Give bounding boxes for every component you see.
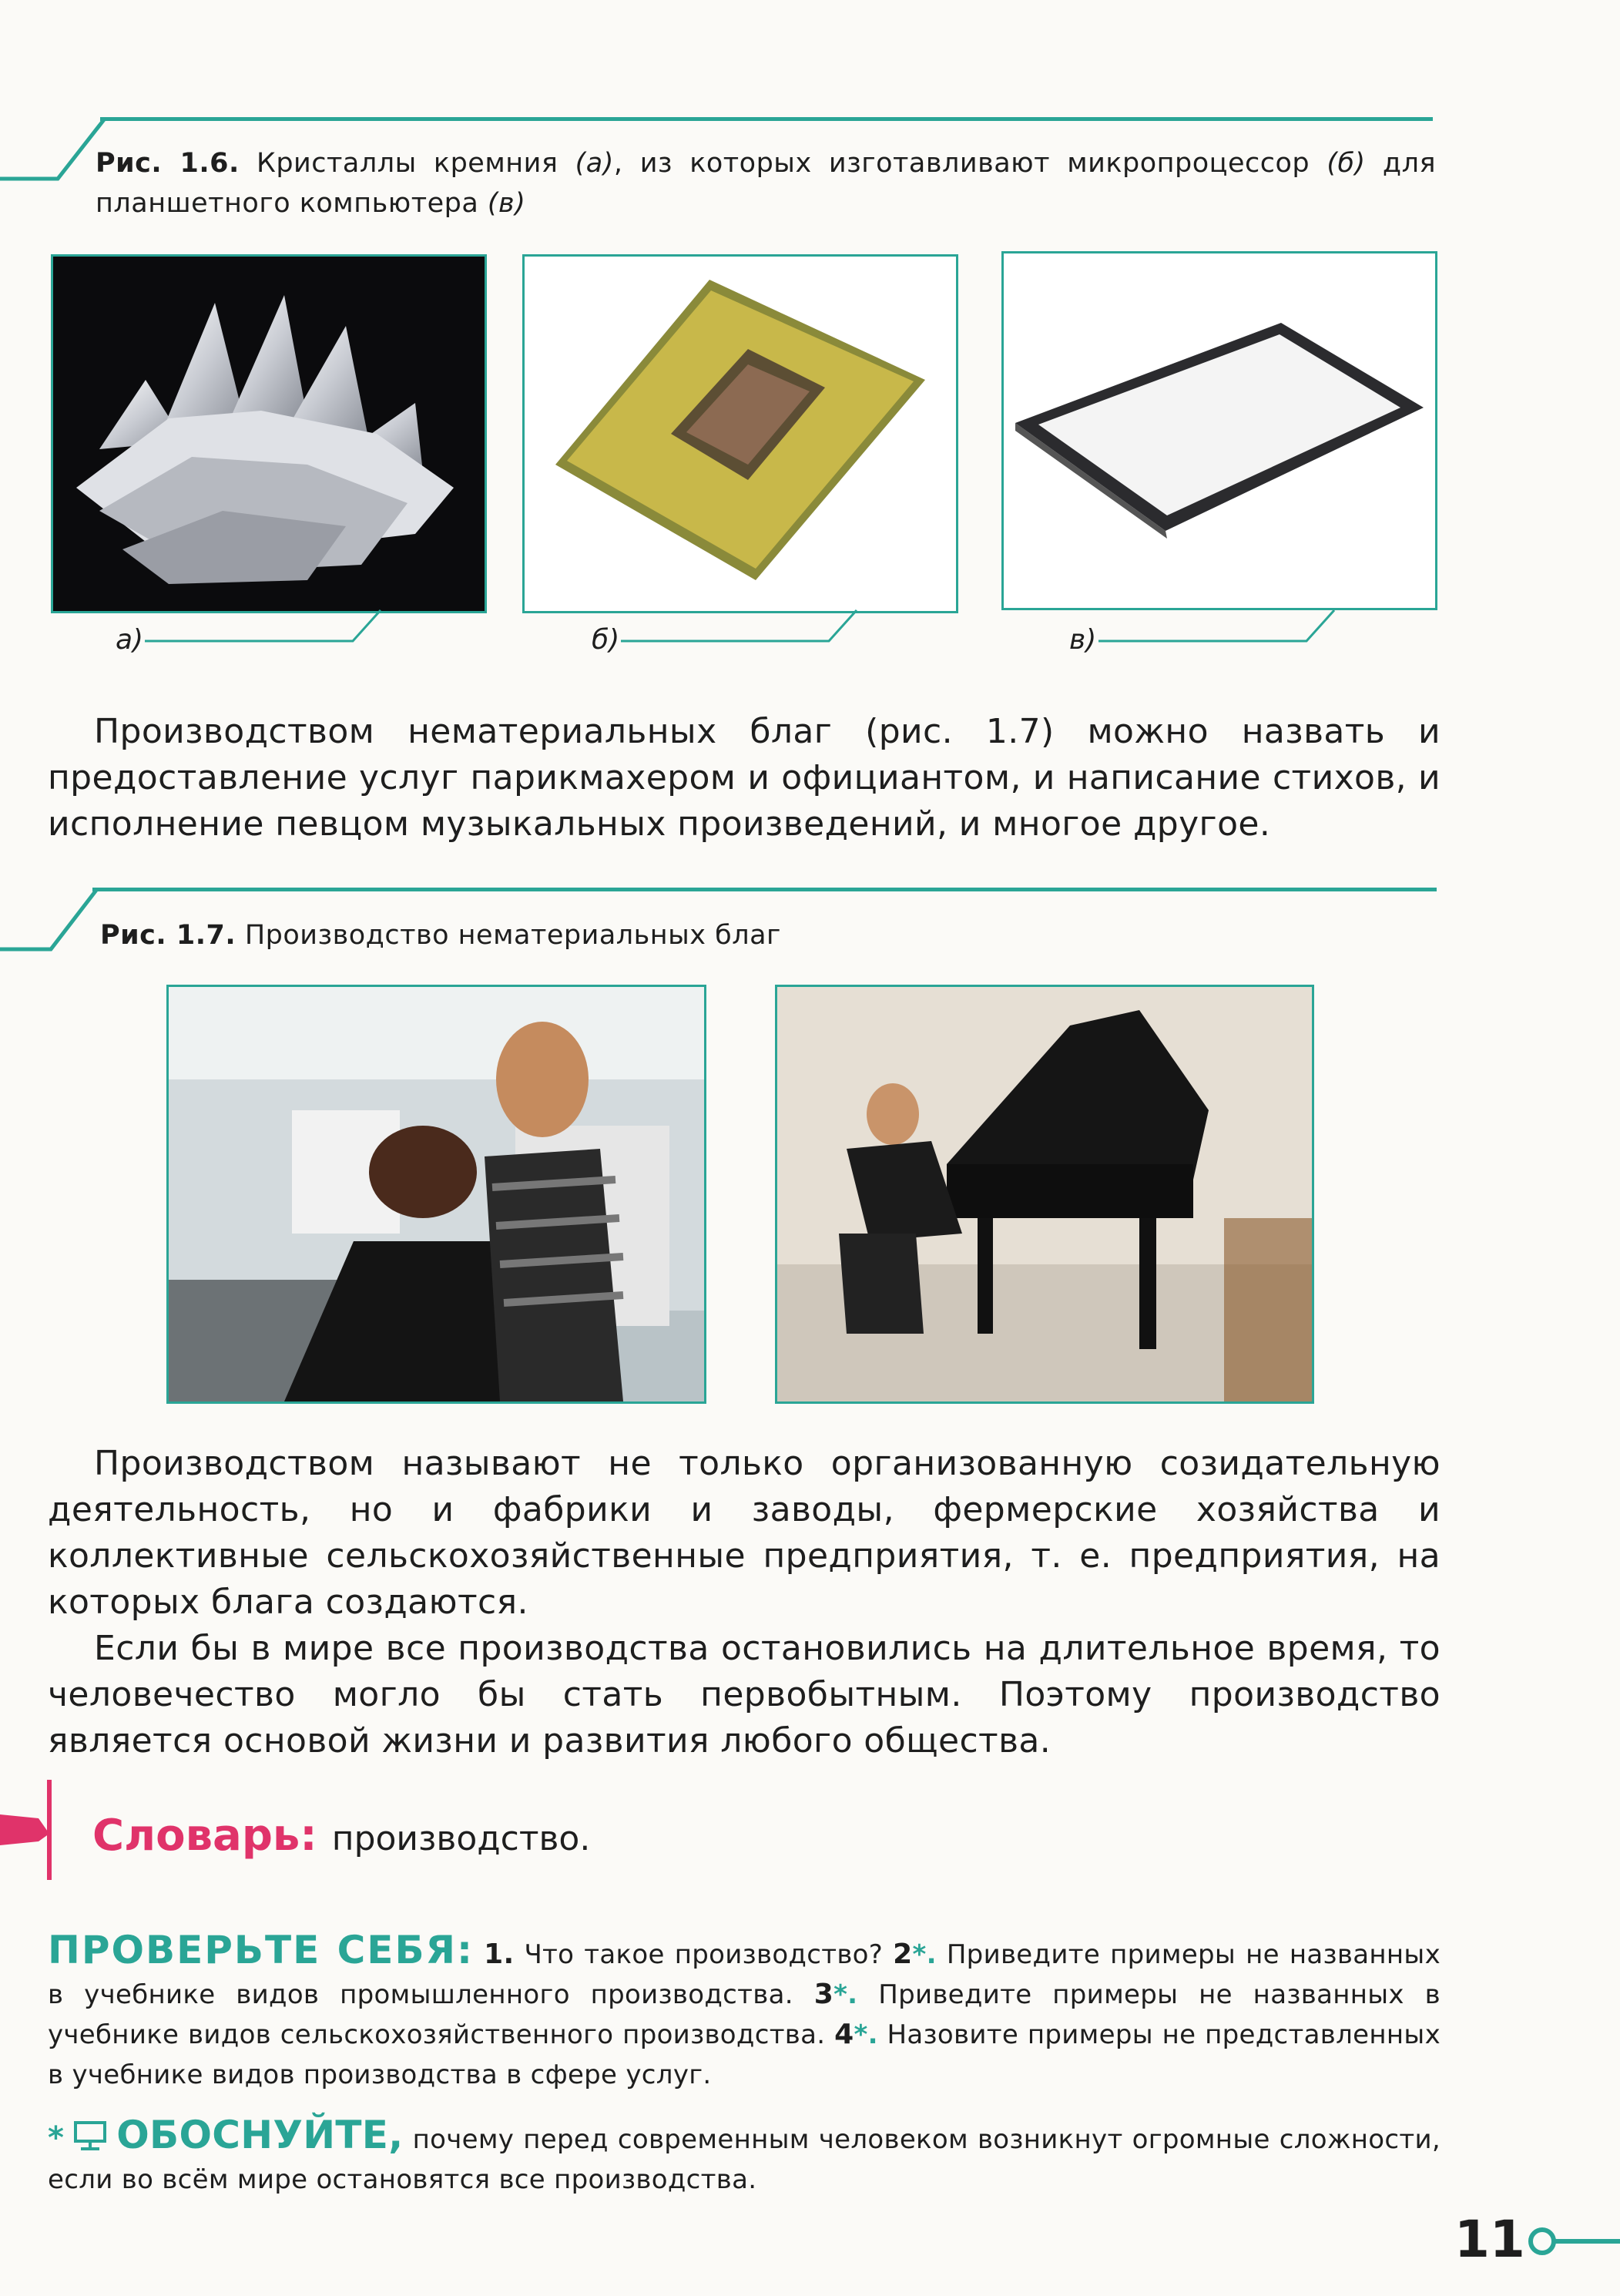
figure-rule [92, 888, 1437, 891]
vocab-marker [0, 1780, 54, 1880]
figure-rule [100, 117, 1433, 121]
sublabel-b: б) [592, 624, 620, 656]
figure-rule-corner [0, 886, 100, 955]
photo-quartz-crystals [51, 254, 487, 613]
justify-title: ОБОСНУЙТЕ, [116, 2113, 404, 2157]
paragraph-intangible-goods: Производством нематериальных благ (рис. 1.7) можно назвать и предоставление услуг парикмахером и официантом, и написание стихов, и исполнение певцом музыкальных произведений, и многое другое. [48, 712, 1441, 844]
vocab-title: Словарь: [92, 1811, 317, 1861]
photo-tablet [1001, 251, 1437, 610]
figure-rule-corner [0, 116, 108, 185]
paragraph-production-importance: Если бы в мире все производства остановились на длительное время, то человечество могло бы стать первобытным. Поэтому производство является основой жизни и развития любого общества. [48, 1629, 1441, 1761]
paragraph-production-definition: Производством называют не только организованную созидательную деятельность, но и фабрики и заводы, фермерские хозяйства и коллективные сельскохозяйственные предприятия, т. е. предприятия, на которых блага создаются. [48, 1444, 1441, 1622]
vocabulary [92, 1811, 590, 1861]
sublabel-a: а) [116, 624, 144, 656]
leader-line-a [145, 609, 384, 647]
leader-line-b [621, 609, 860, 647]
check-title: ПРОВЕРЬТЕ СЕБЯ: [48, 1928, 475, 1972]
computer-icon [73, 2120, 107, 2151]
page-number: 11 [1454, 2210, 1525, 2269]
photo-microprocessor [522, 254, 958, 613]
figure-label: Рис. 1.6. [96, 148, 240, 179]
photo-hairdresser [166, 985, 706, 1404]
sublabel-c: в) [1069, 624, 1097, 656]
justify-block: * ОБОСНУЙТЕ, почему перед современным человеком возникнут огромные сложности, если во всём мире остановятся все производства. [48, 2113, 1441, 2195]
page-number-marker [1525, 2223, 1620, 2261]
figure-caption-1-6: Рис. 1.6. Кристаллы кремния (а), из которых изготавливают микропроцессор (б) для планшетного компьютера (в) [96, 148, 1437, 219]
photo-pianist [775, 985, 1314, 1404]
check-yourself-block: ПРОВЕРЬТЕ СЕБЯ: 1. Что такое производство? 2*. Приведите примеры не названных в учебнике видов промышленного производства. 3*. Приведите примеры не названных в учебнике видов сельскохозяйственного производства. 4*. Назовите примеры не представленных в учебнике видов производства в сфере услуг. [48, 1928, 1441, 2090]
vocab-term: производство. [331, 1819, 591, 1858]
leader-line-c [1098, 609, 1337, 647]
figure-caption-1-7: Рис. 1.7. Производство нематериальных благ [100, 920, 781, 951]
